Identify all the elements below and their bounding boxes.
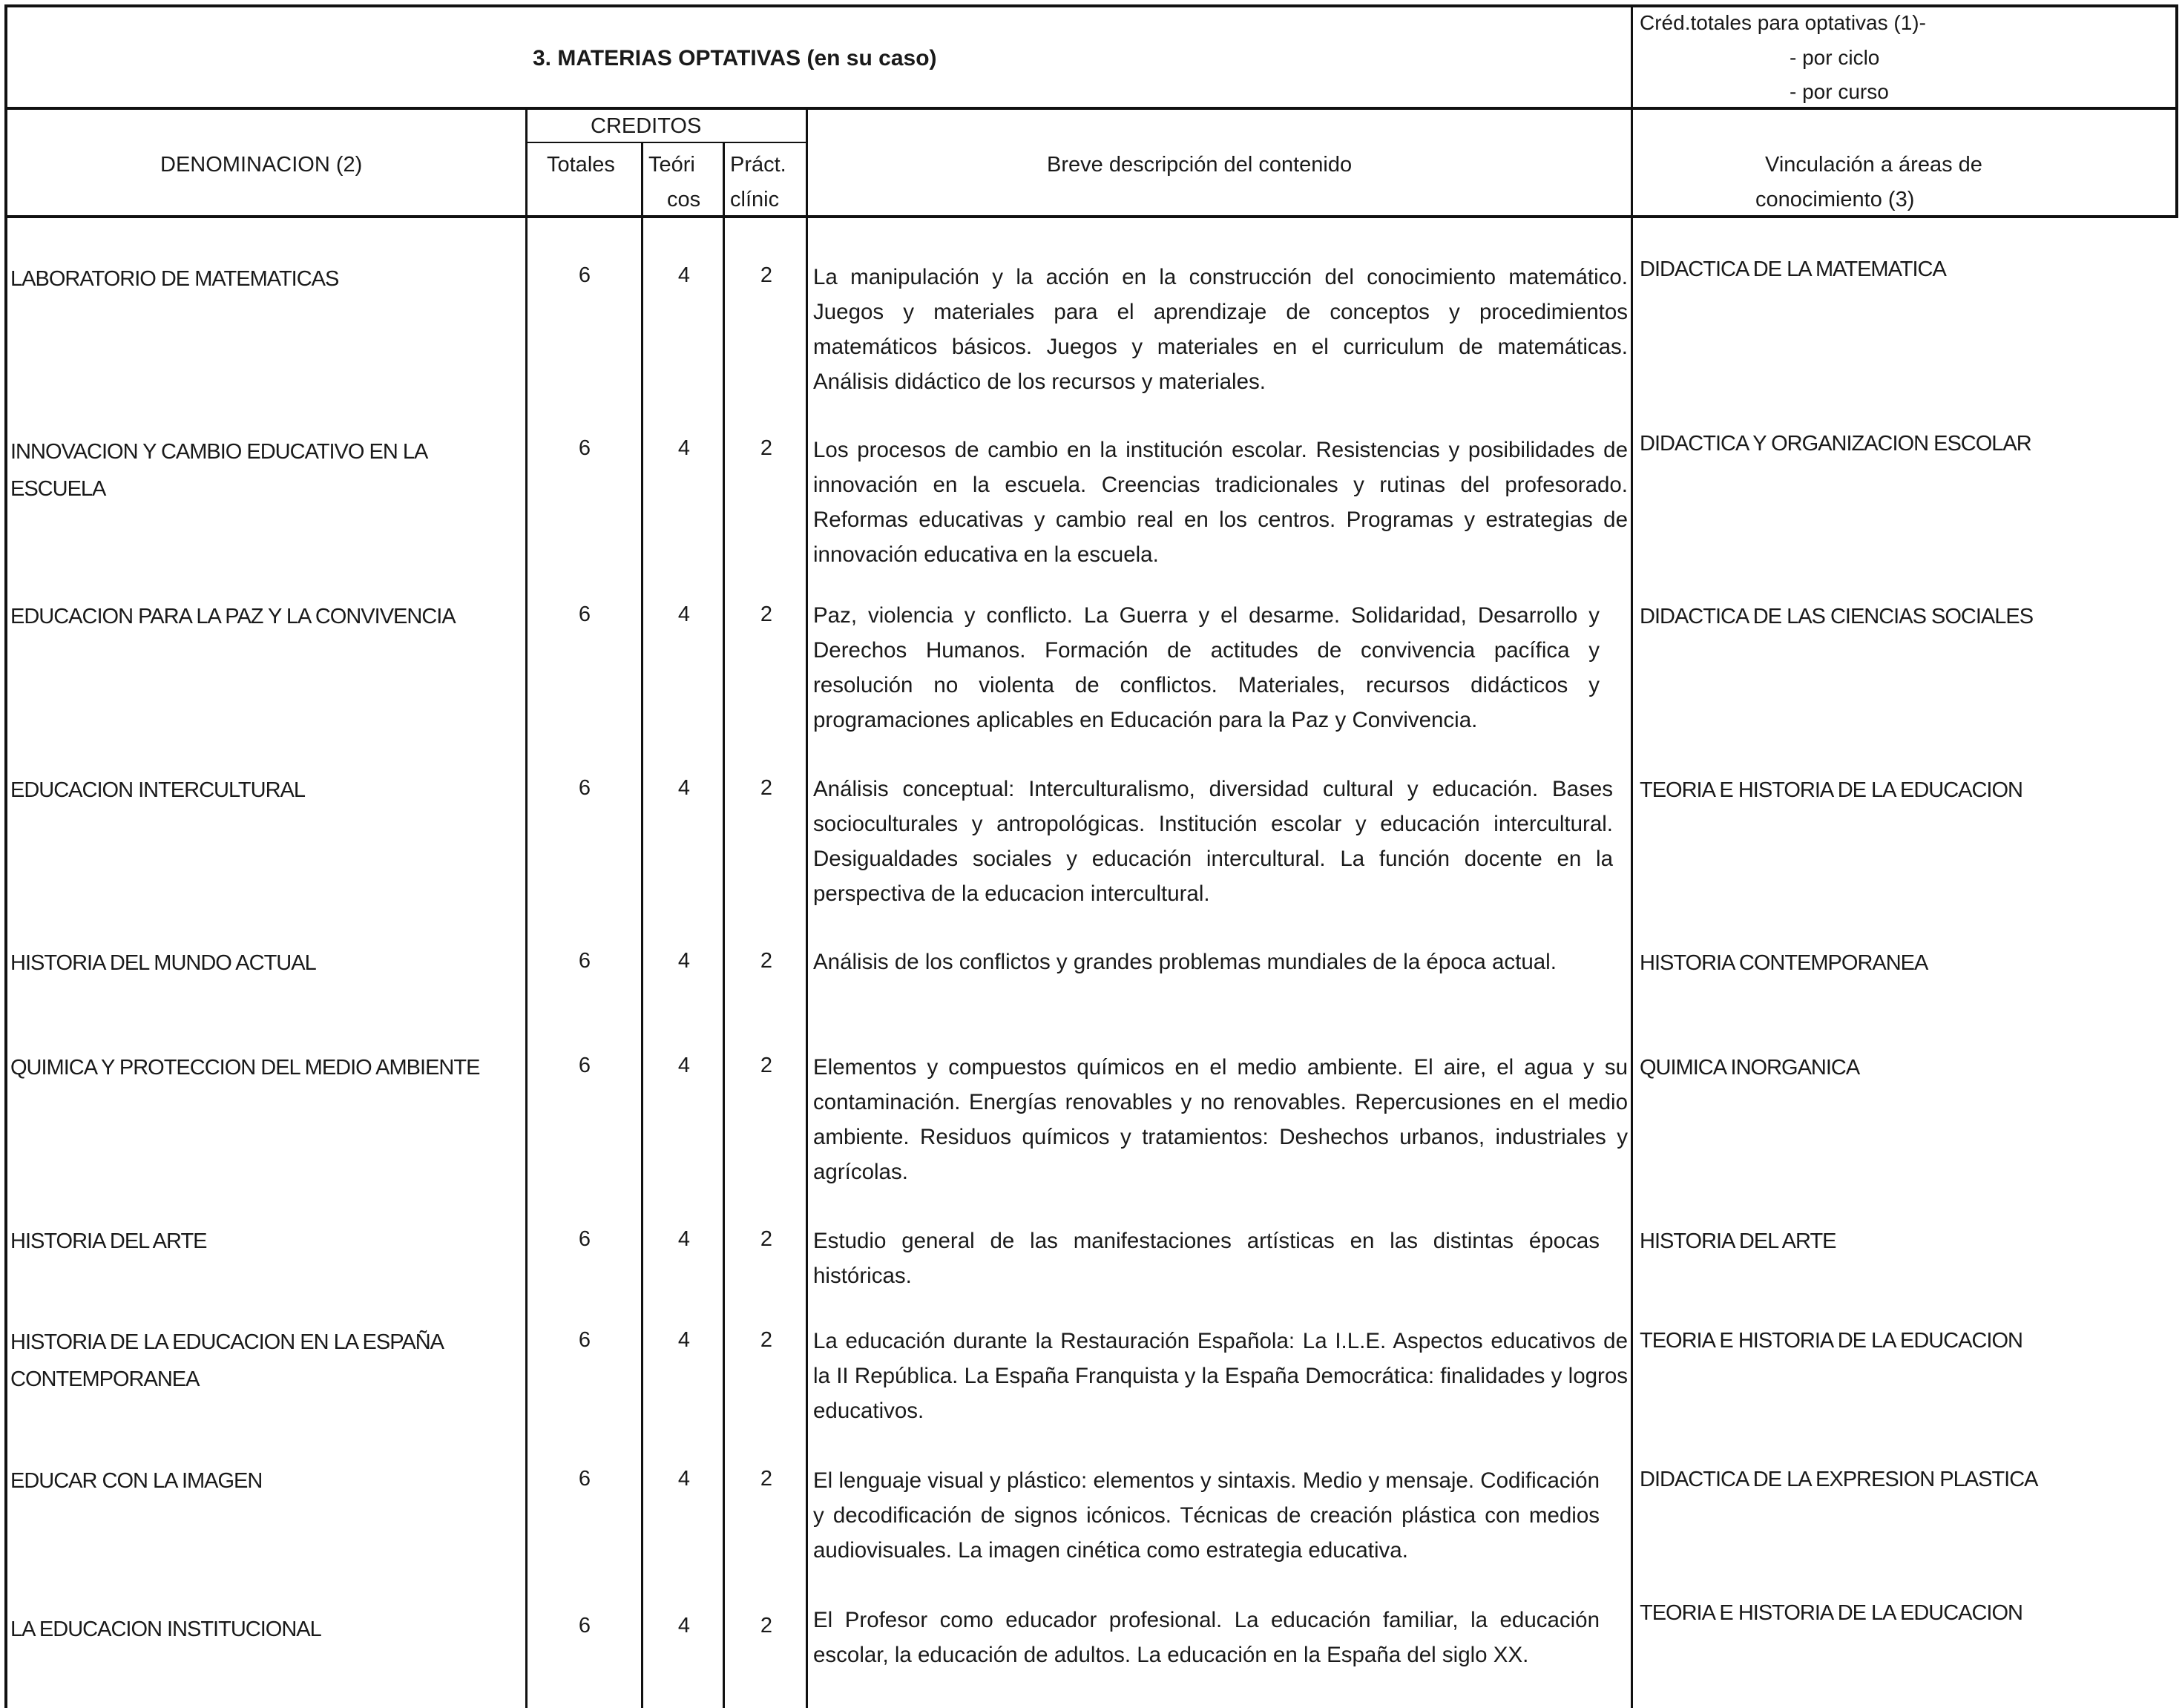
row-totales: 6 <box>578 436 591 460</box>
row-descripcion: El lenguaje visual y plástico: elementos y sintaxis. Medio y mensaje. Codificación y decodificación de signos icónicos. Técnicas de creación plástica con medios audiovisuales. La imagen cinética como estrategia educativa. <box>813 1468 1600 1563</box>
row-denominacion: LA EDUCACION INSTITUCIONAL <box>10 1617 321 1641</box>
row-denominacion: HISTORIA DEL MUNDO ACTUAL <box>10 951 316 975</box>
header-teoricos-2: cos <box>667 188 701 211</box>
row-descripcion: Análisis de los conflictos y grandes problemas mundiales de la época actual. <box>813 950 1557 974</box>
row-totales: 6 <box>578 1227 591 1251</box>
row-practicos: 2 <box>760 1614 773 1638</box>
row-practicos: 2 <box>760 1328 773 1352</box>
row-descripcion: Análisis conceptual: Interculturalismo, diversidad cultural y educación. Bases socioculturales y antropológicas. Institución escolar y educación intercultural. Desigualdades sociales y educación intercultural. La función docente en la perspectiva de la educacion intercultural. <box>813 777 1613 906</box>
row-area: HISTORIA CONTEMPORANEA <box>1640 951 1928 975</box>
header-vinculacion-1: Vinculación a áreas de <box>1765 153 1982 177</box>
row-area: TEORIA E HISTORIA DE LA EDUCACION <box>1640 1329 2022 1353</box>
row-teoricos: 4 <box>677 1467 691 1491</box>
row-teoricos: 4 <box>677 1054 691 1077</box>
row-denominacion: EDUCAR CON LA IMAGEN <box>10 1469 263 1493</box>
row-teoricos: 4 <box>677 949 691 973</box>
row-practicos: 2 <box>760 1054 773 1077</box>
row-area: DIDACTICA DE LA EXPRESION PLASTICA <box>1640 1468 2038 1491</box>
row-area: HISTORIA DEL ARTE <box>1640 1229 1836 1253</box>
row-totales: 6 <box>578 602 591 626</box>
row-descripcion: Paz, violencia y conflicto. La Guerra y el desarme. Solidaridad, Desarrollo y Derechos Humanos. Formación de actitudes de convivencia pacífica y resolución no violenta de conflictos. Materiales, recursos didácticos y programaciones aplicables en Educación para la Paz y Convivencia. <box>813 603 1600 732</box>
row-area: TEORIA E HISTORIA DE LA EDUCACION <box>1640 1601 2022 1625</box>
row-descripcion: La manipulación y la acción en la construcción del conocimiento matemático. Juegos y materiales para el aprendizaje de conceptos y procedimientos matemáticos básicos. Juegos y materiales en el curriculum de matemáticas. Análisis didáctico de los recursos y materiales. <box>813 265 1628 394</box>
row-denominacion: HISTORIA DEL ARTE <box>10 1229 207 1253</box>
header-descripcion: Breve descripción del contenido <box>1047 153 1353 177</box>
row-descripcion: El Profesor como educador profesional. La educación familiar, la educación escolar, la educación de adultos. La educación en la España del siglo XX. <box>813 1608 1600 1667</box>
row-practicos: 2 <box>760 602 773 626</box>
row-practicos: 2 <box>760 1467 773 1491</box>
row-practicos: 2 <box>760 436 773 460</box>
frame-left-border <box>4 4 7 1708</box>
col-divider-teoricos-practicos <box>723 142 725 1708</box>
row-teoricos: 4 <box>677 263 691 287</box>
cred-totales-line-1: Créd.totales para optativas (1)- <box>1640 11 1926 34</box>
header-teoricos-1: Teóri <box>648 153 695 177</box>
row-area: DIDACTICA Y ORGANIZACION ESCOLAR <box>1640 432 2031 456</box>
row-descripcion: La educación durante la Restauración Española: La I.L.E. Aspectos educativos de la II República. La España Franquista y la España Democrática: finalidades y logros educativos. <box>813 1329 1628 1423</box>
col-divider-totales-teoricos <box>641 142 643 1708</box>
row-area: TEORIA E HISTORIA DE LA EDUCACION <box>1640 778 2022 802</box>
row-denominacion: EDUCACION PARA LA PAZ Y LA CONVIVENCIA <box>10 605 456 628</box>
col-divider-desc-area <box>1631 4 1633 1708</box>
row-totales: 6 <box>578 1614 591 1638</box>
row-descripcion: Estudio general de las manifestaciones artísticas en las distintas épocas históricas. <box>813 1229 1600 1288</box>
row-descripcion: Los procesos de cambio en la institución escolar. Resistencias y posibilidades de innovación en la escuela. Creencias tradicionales y rutinas del profesorado. Reformas educativas y cambio real en los centros. Programas y estrategias de innovación educativa en la escuela. <box>813 438 1628 567</box>
section-title: 3. MATERIAS OPTATIVAS (en su caso) <box>533 46 937 70</box>
col-divider-name-totales <box>525 108 528 1708</box>
frame-right-border <box>2175 4 2178 218</box>
row-teoricos: 4 <box>677 436 691 460</box>
col-divider-practicos-desc <box>806 108 808 1708</box>
row-totales: 6 <box>578 1467 591 1491</box>
row-area: DIDACTICA DE LAS CIENCIAS SOCIALES <box>1640 605 2034 628</box>
row-practicos: 2 <box>760 776 773 800</box>
row-teoricos: 4 <box>677 602 691 626</box>
row-practicos: 2 <box>760 263 773 287</box>
row-totales: 6 <box>578 949 591 973</box>
row-teoricos: 4 <box>677 1227 691 1251</box>
header-totales: Totales <box>547 153 615 177</box>
row-denominacion: HISTORIA DE LA EDUCACION EN LA ESPAÑA CONTEMPORANEA <box>10 1330 443 1391</box>
creditos-divider <box>525 142 807 143</box>
header-creditos: CREDITOS <box>591 114 702 138</box>
row-denominacion: EDUCACION INTERCULTURAL <box>10 778 306 802</box>
cred-totales-line-3: - por curso <box>1790 80 1889 103</box>
header-practicos-1: Práct. <box>730 153 786 177</box>
row-descripcion: Elementos y compuestos químicos en el medio ambiente. El aire, el agua y su contaminación. Energías renovables y no renovables. Repercusiones en el medio ambiente. Residuos químicos y tratamientos: Deshechos urbanos, industriales y agrícolas. <box>813 1055 1628 1184</box>
header-bottom-border <box>4 215 2178 218</box>
cred-totales-line-2: - por ciclo <box>1790 46 1880 69</box>
row-area: QUIMICA INORGANICA <box>1640 1056 1860 1080</box>
row-teoricos: 4 <box>677 1614 691 1638</box>
row-denominacion: LABORATORIO DE MATEMATICAS <box>10 267 339 291</box>
row-totales: 6 <box>578 263 591 287</box>
row-totales: 6 <box>578 776 591 800</box>
row-totales: 6 <box>578 1054 591 1077</box>
row-practicos: 2 <box>760 1227 773 1251</box>
row-denominacion: QUIMICA Y PROTECCION DEL MEDIO AMBIENTE <box>10 1056 480 1080</box>
row-area: DIDACTICA DE LA MATEMATICA <box>1640 257 1946 281</box>
row-teoricos: 4 <box>677 1328 691 1352</box>
row-teoricos: 4 <box>677 776 691 800</box>
row-practicos: 2 <box>760 949 773 973</box>
header-denominacion: DENOMINACION (2) <box>160 153 363 177</box>
header-practicos-2: clínic <box>730 188 780 211</box>
row-denominacion: INNOVACION Y CAMBIO EDUCATIVO EN LA ESCUELA <box>10 440 427 501</box>
row-totales: 6 <box>578 1328 591 1352</box>
header-vinculacion-2: conocimiento (3) <box>1755 188 1915 211</box>
